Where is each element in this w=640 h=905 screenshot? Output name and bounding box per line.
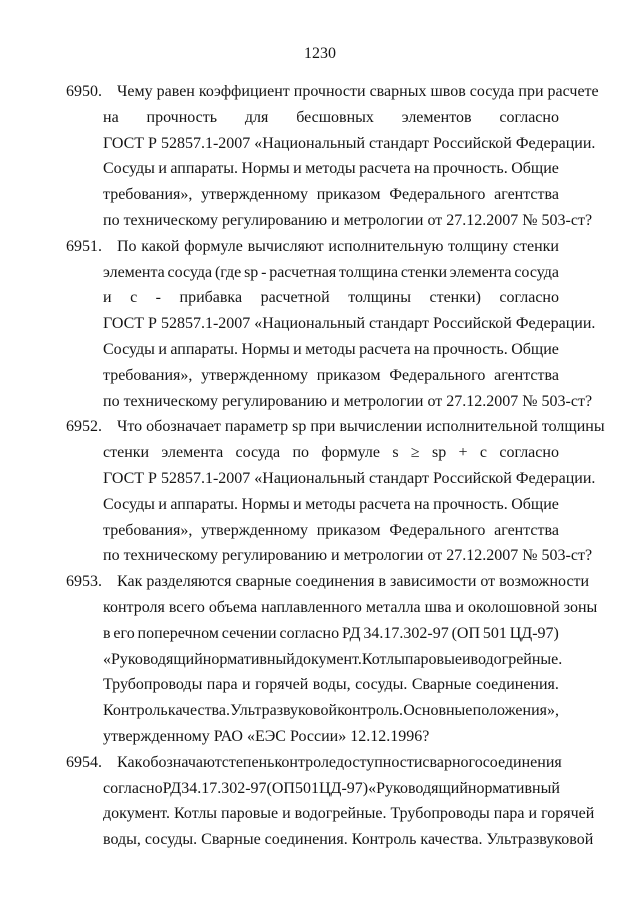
word: 501 <box>294 779 319 797</box>
word: соединения. <box>475 676 559 694</box>
word: формуле <box>321 444 380 462</box>
word: элемента <box>103 263 165 281</box>
question-text-line <box>103 285 559 311</box>
question-text-line <box>103 260 559 286</box>
word: sp <box>431 444 447 462</box>
question-text-line: контроля всего объема наплавленного металла шва и околошовной зоны <box>103 598 598 616</box>
word: 34.17.302-97 <box>363 624 449 642</box>
question-text-line: утвержденному РАО «ЕЭС России» 12.12.1996? <box>103 727 430 745</box>
word: ЦД-97) <box>509 624 559 642</box>
word: исполнительную <box>328 237 444 255</box>
word: для <box>244 108 269 126</box>
word: прочность. <box>433 160 508 178</box>
word: аппараты. <box>170 495 238 513</box>
word: Нормы <box>241 495 290 513</box>
word: водогрейные. <box>470 650 563 668</box>
word: расчетной <box>260 289 330 307</box>
word: аппараты. <box>170 160 238 178</box>
word: и <box>293 340 302 358</box>
question-number: 6954. <box>66 753 102 771</box>
question-item <box>0 79 640 234</box>
word: методы <box>305 340 356 358</box>
question-text-line: ГОСТ Р 52857.1-2007 «Национальный стандарт Российской Федерации. <box>103 469 596 487</box>
word: толщину <box>448 237 509 255</box>
question-text-line <box>103 621 559 647</box>
word: степень <box>221 753 275 771</box>
word: формуле <box>184 237 243 255</box>
question-item <box>0 750 640 853</box>
question-text-line <box>103 337 559 363</box>
question-item <box>0 569 640 750</box>
word: Ультразвуковой <box>230 702 337 720</box>
word: sp <box>244 263 259 281</box>
word: требования», <box>103 366 193 384</box>
word: согласно <box>499 108 559 126</box>
word: «Руководящий <box>368 779 468 797</box>
word: 501 <box>482 624 507 642</box>
question-number: 6952. <box>66 418 102 436</box>
word: и <box>158 495 167 513</box>
word: - <box>155 289 161 307</box>
word: и <box>461 650 471 668</box>
word: ≥ <box>410 444 420 462</box>
question-text-line: документ. Котлы паровые и водогрейные. Трубопроводы пара и горячей <box>103 805 595 823</box>
word: + <box>458 444 468 462</box>
question-item <box>0 234 640 415</box>
word: стенки) <box>429 289 481 307</box>
question-text-line: ГОСТ Р 52857.1-2007 «Национальный стандарт Российской Федерации. <box>103 315 596 333</box>
word: нормативный <box>467 779 560 797</box>
word: и <box>103 289 112 307</box>
word: Федерального <box>389 521 486 539</box>
page-number: 1230 <box>304 45 336 62</box>
word: Сосуды <box>103 340 155 358</box>
word: сосуды. <box>355 676 408 694</box>
word: и <box>158 340 167 358</box>
word: элемента <box>449 263 512 281</box>
word: стенки <box>512 237 559 255</box>
word: толщина <box>339 263 399 281</box>
word: паровые <box>404 650 462 668</box>
word: горячей <box>255 676 309 694</box>
word: соединения <box>482 753 562 771</box>
word: методы <box>305 160 356 178</box>
word: утвержденному <box>201 366 308 384</box>
word: приказом <box>316 521 381 539</box>
word: сосуда <box>167 263 213 281</box>
word: агентства <box>494 366 559 384</box>
word: элемента <box>161 444 224 462</box>
word: на <box>413 160 430 178</box>
word: требования», <box>103 521 193 539</box>
word: Федерального <box>389 366 486 384</box>
word: (где <box>214 263 242 281</box>
word: прибавка <box>179 289 243 307</box>
question-text-line: по техническому регулированию и метрологии от 27.12.2007 № 503-ст? <box>103 211 593 229</box>
word: воды, <box>312 676 351 694</box>
word: пара <box>206 676 238 694</box>
question-text-line: воды, сосуды. Сварные соединения. Контроль качества. Ультразвуковой <box>103 831 594 849</box>
word: бесшовных <box>296 108 374 126</box>
word: прочность <box>146 108 218 126</box>
word: сосуда <box>235 444 281 462</box>
word: Нормы <box>241 340 290 358</box>
question-text-line <box>103 518 559 544</box>
word: сосуда <box>514 263 559 281</box>
question-text-line: по техническому регулированию и метрологии от 27.12.2007 № 503-ст? <box>103 392 593 410</box>
question-text-line <box>103 105 559 131</box>
word: утвержденному <box>201 521 308 539</box>
question-text-line <box>117 234 559 260</box>
word: документ. <box>294 650 362 668</box>
word: - <box>261 263 267 281</box>
word: положения», <box>472 702 559 720</box>
word: расчета <box>359 160 411 178</box>
word: стенки <box>103 444 150 462</box>
question-text-line: Чему равен коэффициент прочности сварных швов сосуда при расчете <box>117 83 599 100</box>
word: Контроль <box>103 702 168 720</box>
question-text-line <box>103 182 559 208</box>
word: методы <box>305 495 356 513</box>
word: контроледоступности <box>274 753 423 771</box>
word: вычисляют <box>247 237 324 255</box>
word: сечении <box>221 624 277 642</box>
question-text-line <box>103 492 559 518</box>
word: элементов <box>401 108 472 126</box>
word: расчета <box>359 340 411 358</box>
word: РД <box>341 624 361 642</box>
word: и <box>293 495 302 513</box>
word: прочность. <box>433 495 508 513</box>
word: Котлы <box>361 650 405 668</box>
word: в <box>103 624 111 642</box>
word: c <box>479 444 488 462</box>
word: аппараты. <box>170 340 238 358</box>
word: и <box>242 676 251 694</box>
word: сварного <box>422 753 483 771</box>
word: Основные <box>403 702 473 720</box>
word: Федерального <box>389 186 486 204</box>
question-number: 6950. <box>66 83 102 100</box>
question-text-line: ГОСТ Р 52857.1-2007 «Национальный стандарт Российской Федерации. <box>103 134 596 152</box>
word: s <box>392 444 399 462</box>
word: 34.17.302-97 <box>181 779 267 797</box>
word: и <box>293 160 302 178</box>
word: Как <box>117 753 143 771</box>
word: контроль. <box>337 702 403 720</box>
word: Общие <box>511 160 559 178</box>
question-item <box>0 414 640 569</box>
word: Трубопроводы <box>103 676 203 694</box>
word: Сосуды <box>103 495 155 513</box>
question-text-line <box>117 750 562 776</box>
word: обозначают <box>142 753 222 771</box>
question-text-line <box>103 440 559 466</box>
question-text-line: Как разделяются сварные соединения в зависимости от возможности <box>117 573 590 591</box>
word: его <box>113 624 135 642</box>
word: на <box>413 340 430 358</box>
word: По <box>117 237 137 255</box>
word: согласно <box>103 779 163 797</box>
word: на <box>103 108 119 126</box>
word: расчета <box>359 495 411 513</box>
word: Сосуды <box>103 160 155 178</box>
word: какой <box>141 237 180 255</box>
question-text-line: по техническому регулированию и метрологии от 27.12.2007 № 503-ст? <box>103 547 593 565</box>
word: толщины <box>348 289 411 307</box>
word: качества. <box>167 702 230 720</box>
question-text-line <box>103 776 559 802</box>
question-text-line <box>103 698 559 724</box>
question-text-line <box>103 156 559 182</box>
word: поперечном <box>137 624 219 642</box>
word: Сварные <box>411 676 472 694</box>
word: нормативный <box>202 650 295 668</box>
question-number: 6953. <box>66 573 102 591</box>
word: согласно <box>499 444 559 462</box>
word: согласно <box>279 624 340 642</box>
word: по <box>292 444 310 462</box>
word: Нормы <box>241 160 290 178</box>
word: с <box>130 289 138 307</box>
question-number: 6951. <box>66 237 102 255</box>
word: приказом <box>316 186 381 204</box>
question-text-line <box>103 363 559 389</box>
word: и <box>158 160 167 178</box>
word: прочность. <box>433 340 508 358</box>
question-text-line <box>103 647 563 673</box>
word: расчетная <box>269 263 337 281</box>
word: Общие <box>511 340 559 358</box>
word: требования», <box>103 186 193 204</box>
word: «Руководящий <box>103 650 203 668</box>
question-text-line: Что обозначает параметр sp при вычислении исполнительной толщины <box>117 418 605 436</box>
word: Общие <box>511 495 559 513</box>
word: на <box>413 495 430 513</box>
word: агентства <box>494 186 559 204</box>
word: (ОП <box>451 624 481 642</box>
word: приказом <box>316 366 381 384</box>
word: стенки <box>400 263 447 281</box>
word: утвержденному <box>201 186 308 204</box>
word: ЦД-97) <box>318 779 369 797</box>
word: согласно <box>499 289 559 307</box>
word: агентства <box>494 521 559 539</box>
question-list <box>0 79 640 853</box>
question-text-line <box>103 672 559 698</box>
word: (ОП <box>266 779 295 797</box>
word: РД <box>162 779 182 797</box>
